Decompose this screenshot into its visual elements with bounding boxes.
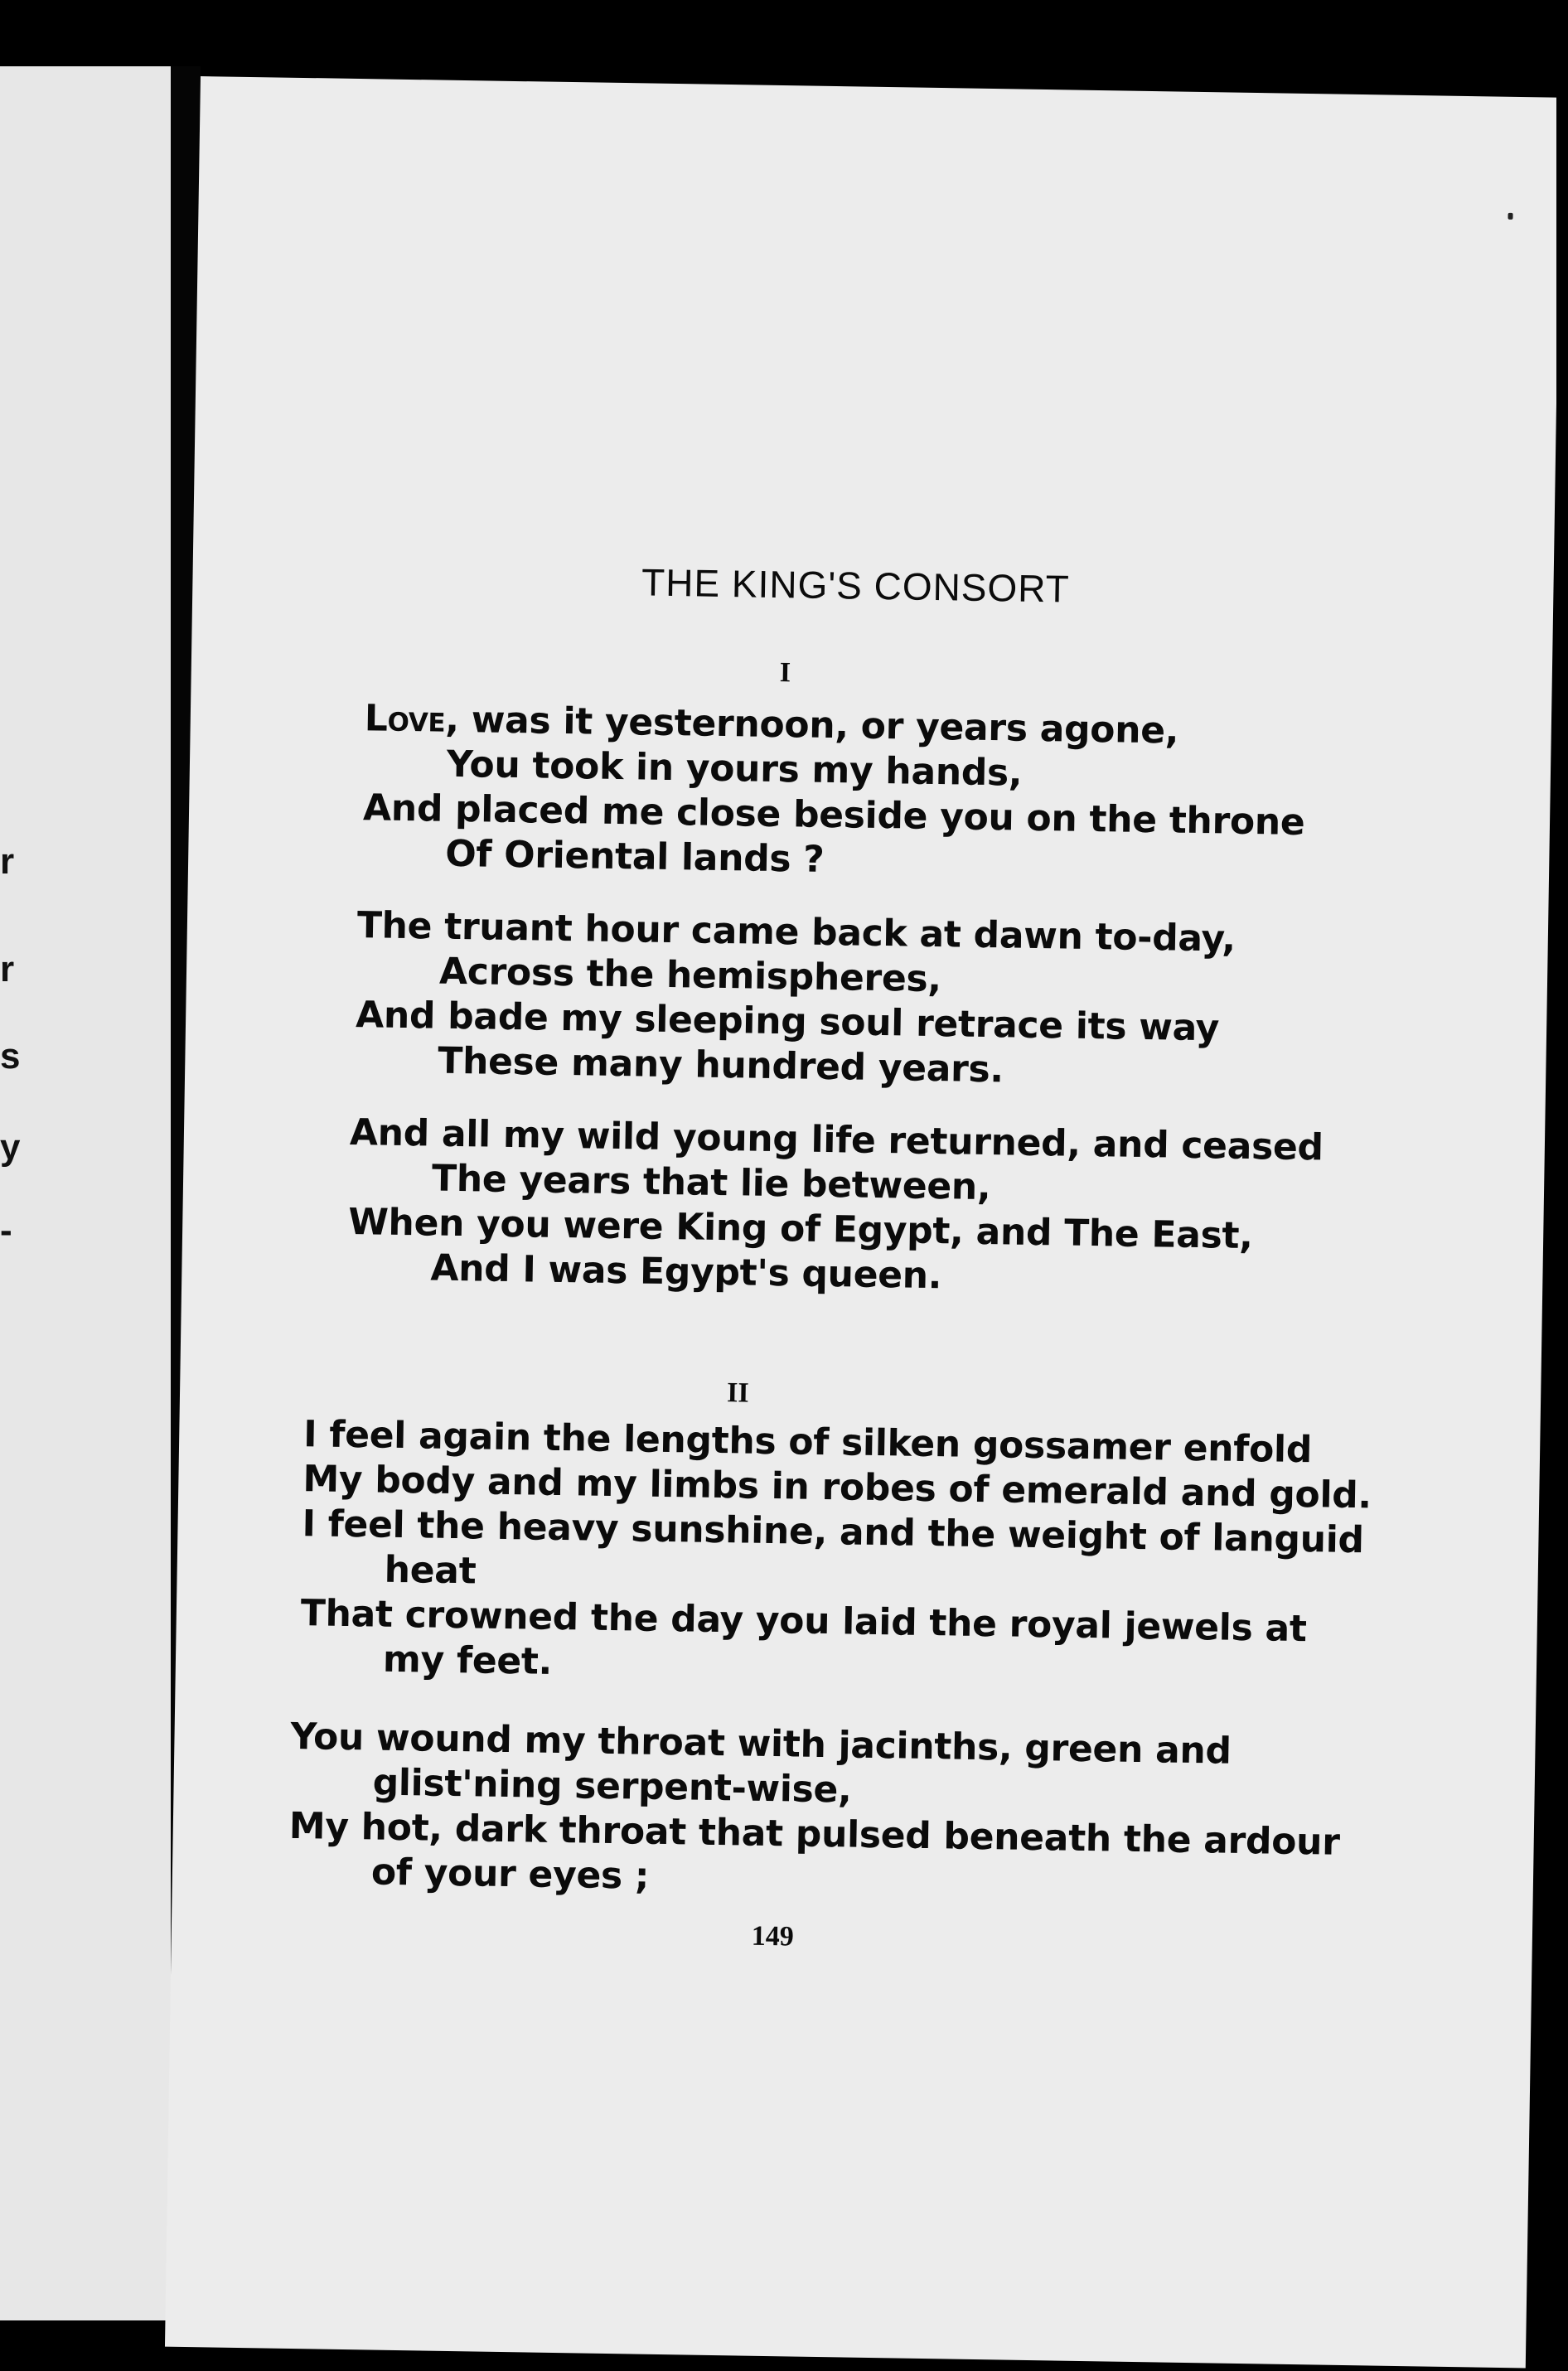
poem-line: Across the hemispheres, (438, 950, 942, 1001)
left-page-fragment: r (0, 949, 15, 990)
left-page-fragment: y (0, 1127, 21, 1168)
dust-speck (1508, 213, 1512, 220)
poem-line: Of Oriental lands ? (444, 832, 825, 881)
poem-line: of your eyes ; (370, 1851, 650, 1898)
left-page-fragment: - (0, 1210, 12, 1251)
stanza (355, 903, 1517, 1101)
poem-line: heat (384, 1548, 477, 1593)
page-number: 149 (751, 1920, 795, 1952)
book-page (165, 76, 1561, 2368)
section-numeral: II (726, 1377, 749, 1409)
poem-line: And I was Egypt's queen. (430, 1246, 942, 1298)
poem-line: And bade my sleeping soul retrace its way (355, 994, 1220, 1050)
poem-line: The truant hour came back at dawn to-day, (356, 904, 1236, 960)
page-edge-shadow (1556, 66, 1568, 2337)
poem-line: That crowned the day you laid the royal jewels at (300, 1592, 1307, 1651)
poem-line: These many hundred years. (437, 1039, 1004, 1091)
poem-line: And placed me close beside you on the throne (362, 786, 1305, 844)
left-page-fragment: r (0, 841, 15, 882)
previous-page-fragment (0, 66, 171, 2320)
stanza (288, 1715, 1451, 1912)
poem-line: My hot, dark throat that pulsed beneath the ardour (288, 1804, 1340, 1864)
poem-line: And all my wild young life returned, and ceased (349, 1110, 1324, 1169)
page-content (165, 76, 1561, 2368)
line-text: , was it yesternoon, or years agone, (444, 698, 1179, 752)
poem-line: my feet. (382, 1638, 553, 1683)
smallcaps-word: Love (364, 697, 446, 741)
poem-line: The years that lie between, (431, 1157, 991, 1209)
poem-line: When you were King of Egypt, and The East, (347, 1200, 1254, 1258)
poem-line: You took in yours my hands, (446, 743, 1023, 795)
left-page-fragment: s (0, 1036, 21, 1077)
poem-title: THE KING'S CONSORT (641, 560, 1071, 611)
stanza (362, 696, 1525, 893)
poem-line: My body and my limbs in robes of emerald and gold. (302, 1458, 1372, 1517)
poem-line: I feel the heavy sunshine, and the weight of languid (302, 1502, 1365, 1562)
poem-line: I feel again the lengths of silken gossamer enfold (302, 1413, 1313, 1472)
section-numeral: I (779, 657, 791, 689)
poem-line: You wound my throat with jacinths, green and (290, 1715, 1232, 1773)
stanza (347, 1110, 1510, 1308)
stanza (300, 1412, 1464, 1699)
poem-line: glist'ning serpent-wise, (372, 1761, 852, 1812)
